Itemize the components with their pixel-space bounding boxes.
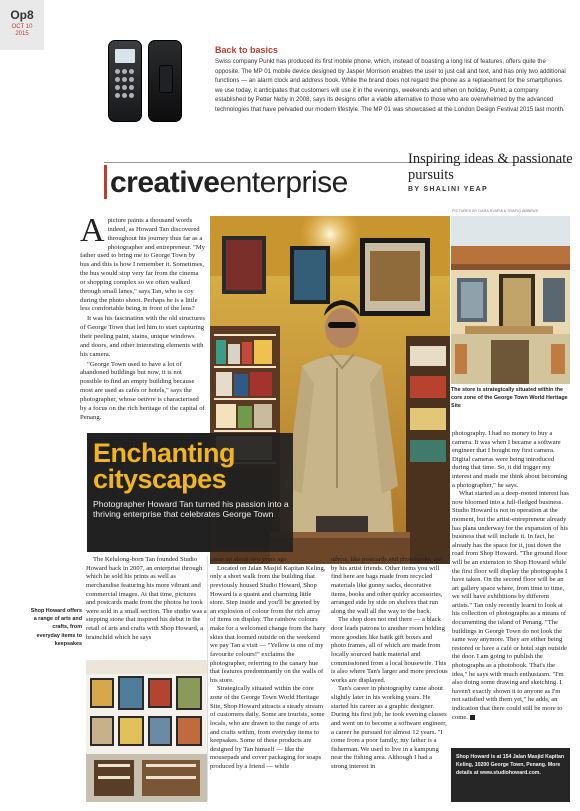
phone-back bbox=[148, 40, 182, 122]
intro-column bbox=[80, 212, 205, 423]
article-headline: Inspiring ideas & passionate pursuits bbox=[408, 151, 573, 183]
shop-interior-illustration bbox=[86, 660, 207, 802]
storefront-caption: The store is strategically situated within the core zone of the George Town World Heritage Site bbox=[451, 387, 568, 409]
body-column-3-paragraph-1: others, like postcards and photobooks, are by his artist friends. Other items you will find here are bags made from recycled materials like gunny sacks, decorative items, books and other quirky accessories, arranged side by side on shelves that run along the wall all the way to the back. bbox=[331, 556, 443, 615]
issue-date: OCT 10 2015 bbox=[11, 24, 33, 37]
body-column-2-paragraph-3: Strategically situated within the core zone of the George Town World Heritage Site, Shop Howard attracts a steady stream of customers daily. Some are tourists, some locals, who are drawn to the range of arts and crafts within, from everyday items to keepsakes. Some of these products are designed by Tan himself — like the mousepads and cover packaging for soaps produced by a friend — while bbox=[210, 685, 325, 770]
page-number: Op8 bbox=[10, 8, 34, 22]
shop-photo-caption: Shop Howard offers a range of arts and crafts, from everyday items to keepsakes bbox=[30, 608, 82, 647]
right-column-paragraph-1: photography. I had no money to buy a camera. It was when I became a software engineer that I bought my first camera. Digital cameras were being introduced during that time. So, it did trigger my interest and made me think about becoming a photographer," he says. bbox=[452, 430, 568, 489]
section-title bbox=[110, 166, 348, 200]
right-column bbox=[452, 430, 570, 722]
section-title-light: enterprise bbox=[219, 166, 348, 199]
page-number-tab bbox=[0, 0, 44, 50]
end-mark-icon bbox=[470, 715, 475, 720]
photo-credit: PICTURES BY DARA SYAFIA & SYAFIQ AMBRUS bbox=[452, 209, 539, 213]
storefront-photo bbox=[451, 216, 570, 384]
body-column-3 bbox=[331, 556, 448, 772]
sidebar-box-text: Swiss company Punkt has produced its first mobile phone, which, instead of boasting a long list of features, offers quite the opposite. The MP 01 mobile device designed by Jasper Morrison enables the user to just call and text, and has only two additional functions — an alarm clock and address book. While the brand does not regard the phone as a replacement for the smartphones we use today, it anticipates that customers will use it in the evenings, weekends and when on holiday. Punkt, a company established by Petter Neby in 2008, says its designs offer a viable alternative to those who are overwhelmed by the advanced technologies that have pervaded our modern lifestyle. The MP 01 was showcased at the London Design Festival 2015 last month. bbox=[215, 58, 566, 113]
shop-info-box: Shop Howard is at 154 Jalan Masjid Kapitan Keling, 10200 George Town, Penang. More details at www.studiohoward.com. bbox=[451, 748, 570, 802]
body-column-1 bbox=[86, 556, 207, 642]
feature-subtitle: Photographer Howard Tan turned his passion into a thriving enterprise that celebrates George Town bbox=[93, 499, 289, 520]
feature-title: Enchanting cityscapes bbox=[93, 438, 235, 494]
section-title-bold: creative bbox=[110, 166, 220, 199]
right-column-paragraph-2: What started as a deep-rooted interest has now bloomed into a full-fledged business. Studio Howard is not in operation at the moment, but the artist-entrepreneur already has plans underway for the expansion of his business that will include it. In fact, he already has the space for it, just down the road from Shop Howard. "The ground floor will be an extension to Shop Howard while the first floor will display the photographs I have taken. On the second floor will be an art gallery space where, from time to time, we will have exhibitions by different artists." Tan only recently learnt to look at his collection of photographs as a means of documenting the island of Penang. "The buildings in George Town do not look the same way anymore. They are either being restored or have a café or hotel sign outside the door. I am going to publish the photographs as a photobook. That's the idea," he says with much enthusiasm. "I'm also doing some drawing and sketching. I haven't exactly shown it to anyone as I'm not satisfied with them yet," he adds, an indication that there could still be more to come. bbox=[452, 490, 569, 721]
sidebar-box-title: Back to basics bbox=[215, 45, 279, 55]
shop-interior-photo bbox=[86, 660, 207, 802]
intro-paragraph-1: Apicture paints a thousand words indeed, as Howard Tan discovered throughout his journey thus far as a photographer and entrepreneur. "My father used to bring me to George Town by bus and this is how I remember it. Sometimes, the bus would stop very far from the cinema or shopping complex so we often walked through small lanes," says Tan, who is coy during the photo shoot. Perhaps he is a little less comfortable being in front of the lens? bbox=[80, 212, 205, 313]
column-divider bbox=[207, 556, 208, 801]
body-column-3-paragraph-3: Tan's career in photography came about slightly later in his working years. He started his career as a graphic designer. During his first job, he took evening classes and went on to become a software engineer, a career he pursued for almost 12 years. "I come from a poor family; my father is a fisherman. We used to live in a kampung near the fishing area. Although I had a strong interest in bbox=[331, 685, 447, 770]
body-column-2 bbox=[210, 556, 327, 772]
phone-front bbox=[108, 40, 142, 122]
storefront-illustration bbox=[451, 216, 570, 384]
punkt-phones-image bbox=[102, 40, 212, 124]
section-accent-bar bbox=[104, 165, 107, 199]
body-column-3-paragraph-2: The shop does not end there — a black door leads patrons to another room holding more goodies like batik gift boxes and photo frames, all of which are made from locally sourced batik material and commissioned from a local housewife. This is also where Tan's larger and more precious works are displayed. bbox=[331, 616, 448, 684]
intro-paragraph-2: It was his fascination with the old structures of George Town that led him to start capturing their peeling paint, stains, unique windows and doors, and other interesting elements with his camera. bbox=[80, 315, 205, 358]
drop-cap: A bbox=[80, 212, 105, 249]
byline: BY SHALINI YEAP bbox=[408, 186, 488, 193]
body-column-2-paragraph-1: came up about two years ago. bbox=[210, 556, 289, 563]
body-column-2-paragraph-2: Located on Jalan Masjid Kapitan Keling, only a short walk from the building that previously housed Studio Howard, Shop Howard is a quaint and charming little store. Step inside and you'll be greeted by an explosion of colour from the rich array of items on display. The rainbow colours make for a welcomed change from the hazy skies that loomed outside on the weekend we pay Tan a visit — "Yellow is one of my favourite colours!" exclaims the photographer, referring to the canary hue that features predominantly on the walls of his store. bbox=[210, 564, 326, 684]
body-column-1-paragraph: The Kelulong-born Tan founded Studio Howard back in 2007, an enterprise through which he sold his prints as well as merchandise featuring his more vibrant and commercial images. At that time, pictures and postcards made from the photos he took were sold in a small section. The studio was a stepping stone that inspired his debut in the retail of arts and crafts with Shop Howard, a brainchild which he says bbox=[86, 556, 207, 641]
intro-paragraph-3: "George Town used to have a lot of abandoned buildings but now, it is not possible to find an empty building because most are used as cafés or hotels," says the photographer, whose oeuvre is characterised by a focus on the rich heritage of the capital of Penang. bbox=[80, 360, 205, 421]
